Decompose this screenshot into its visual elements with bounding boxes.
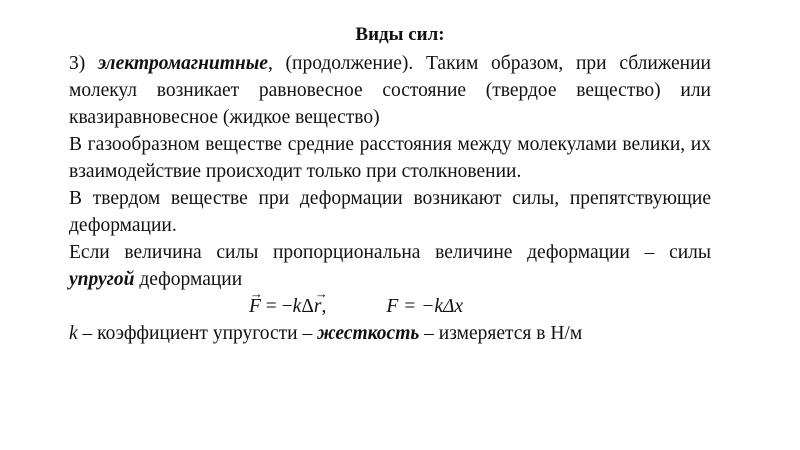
formula-scalar: F = −kΔx: [386, 296, 464, 317]
formula-delta: Δ: [301, 296, 314, 317]
formula-comma: ,: [321, 296, 327, 317]
paragraph-gas: В газообразном веществе средние расстояния между молекулами велики, их взаимодействие происходит только при столкновении.: [69, 134, 711, 182]
item-number: 3): [69, 53, 98, 74]
term-stiffness: жесткость: [317, 323, 420, 344]
paragraph-text: Если величина силы пропорциональна величине деформации – силы: [69, 242, 711, 263]
paragraph-solid: В твердом веществе при деформации возникают силы, препятствующие деформации.: [69, 188, 711, 236]
paragraph-elastic: [69, 239, 711, 293]
paragraph-text: , (продолжение). Таким образом, при сближении молекул возникает равновесное состояние (твердое вещество) или квазиравновесное (жидкое вещество): [69, 53, 711, 128]
term-elastic: упругой: [69, 269, 135, 290]
slide-body: [69, 50, 711, 347]
paragraph-text: – измеряется в Н/м: [419, 323, 583, 344]
paragraph-text: деформации: [134, 269, 243, 290]
slide-title: Виды сил:: [355, 24, 445, 45]
term-electromagnetic: электромагнитные: [97, 53, 268, 74]
paragraph-stiffness: [69, 320, 711, 347]
formula-equals: = −: [260, 296, 293, 317]
vector-f: → F: [249, 293, 261, 320]
symbol-k: k: [69, 323, 78, 344]
paragraph-electromagnetic: [69, 50, 711, 131]
vector-r: → r: [314, 293, 322, 320]
formula-line: [69, 293, 711, 320]
paragraph-text: – коэффициент упругости –: [77, 323, 318, 344]
formula-k: k: [292, 296, 302, 317]
